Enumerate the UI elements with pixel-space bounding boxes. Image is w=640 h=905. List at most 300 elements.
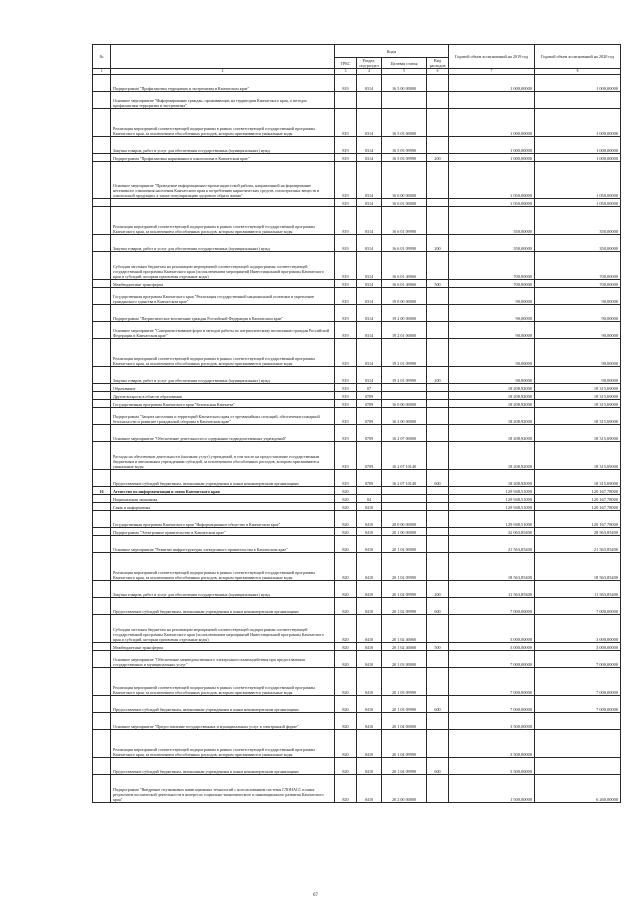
table-row [93, 400, 621, 408]
table-row [93, 392, 621, 400]
row-grbs: 819 [335, 305, 357, 322]
row-grbs: 819 [335, 288, 357, 305]
row-number [93, 581, 111, 598]
row-name: Национальная экономика [111, 495, 335, 503]
row-csr: 20 2 00 00000 [382, 775, 427, 803]
row-amount-2020: 90,00000 [535, 305, 621, 322]
row-csr: 16 2 07 10140 [382, 470, 427, 487]
row-number [93, 528, 111, 536]
row-razdel: 0410 [357, 615, 382, 643]
row-amount-2019: 3 500,00000 [449, 713, 535, 730]
table-row [93, 92, 621, 109]
table-row [93, 487, 621, 495]
row-grbs: 820 [335, 713, 357, 730]
row-csr: 16 6 01 09990 [382, 235, 427, 252]
row-name: Закупка товаров, работ и услуг для обеспечения государственных (муниципальных) нужд [111, 137, 335, 154]
row-amount-2020: 18 563,85400 [535, 553, 621, 581]
row-amount-2020: 18 315,69000 [535, 408, 621, 425]
row-csr [382, 384, 427, 392]
row-razdel: 0709 [357, 442, 382, 470]
row-csr: 20 1 02 09990 [382, 553, 427, 581]
row-grbs: 820 [335, 758, 357, 775]
row-razdel: 0709 [357, 470, 382, 487]
row-vr [427, 730, 449, 758]
row-number [93, 252, 111, 280]
table-row [93, 442, 621, 470]
table-row [93, 470, 621, 487]
row-vr [427, 495, 449, 503]
table-row [93, 109, 621, 137]
row-csr: 20 1 02 40060 [382, 615, 427, 643]
row-razdel: 0709 [357, 425, 382, 442]
row-razdel: 0709 [357, 400, 382, 408]
row-vr [427, 503, 449, 511]
row-razdel: 0314 [357, 154, 382, 162]
row-amount-2019: 18 208,92000 [449, 384, 535, 392]
row-name: Межбюджетные трансферты [111, 280, 335, 288]
row-razdel: 0410 [357, 730, 382, 758]
row-razdel [357, 92, 382, 109]
row-razdel: 0410 [357, 598, 382, 615]
row-grbs: 819 [335, 199, 357, 207]
row-grbs: 819 [335, 154, 357, 162]
row-vr [427, 553, 449, 581]
row-csr: 16 6 00 00000 [382, 162, 427, 199]
row-vr: 500 [427, 280, 449, 288]
row-amount-2019 [449, 92, 535, 109]
row-amount-2019: 90,00000 [449, 339, 535, 367]
row-amount-2019: 350,00000 [449, 207, 535, 235]
row-amount-2019: 1 000,00000 [449, 137, 535, 154]
row-csr: 19 2 01 09990 [382, 339, 427, 367]
row-amount-2019: 7 000,00000 [449, 651, 535, 668]
row-grbs: 820 [335, 668, 357, 696]
row-grbs: 819 [335, 367, 357, 384]
column-number: 2 [111, 69, 335, 75]
row-vr [427, 339, 449, 367]
table-row [93, 288, 621, 305]
table-row [93, 280, 621, 288]
row-amount-2019: 700,00000 [449, 280, 535, 288]
row-vr [427, 615, 449, 643]
row-grbs: 819 [335, 408, 357, 425]
row-csr: 20 1 02 09990 [382, 598, 427, 615]
row-razdel: 0410 [357, 536, 382, 553]
row-amount-2019: 129 948,51000 [449, 503, 535, 511]
row-grbs: 820 [335, 495, 357, 503]
row-number [93, 696, 111, 713]
row-amount-2019: 18 563,85400 [449, 553, 535, 581]
row-vr [427, 511, 449, 528]
row-razdel: 0410 [357, 503, 382, 511]
row-amount-2019: 18 208,92000 [449, 392, 535, 400]
col-grbs-header: ГРБС [335, 58, 357, 69]
col-2020-header: Годовой объем ассигнований на 2020 год [535, 45, 621, 69]
row-amount-2020: 3 000,00000 [535, 643, 621, 651]
row-amount-2020: 1 000,00000 [535, 75, 621, 92]
row-razdel: 0314 [357, 280, 382, 288]
row-name: Реализация мероприятий соответствующей подпрограммы в рамках соответствующей государственной программы Камчатского края, за исключением обособленных расходов, которым присваиваются уникальные коды [111, 207, 335, 235]
row-amount-2020: 700,00000 [535, 252, 621, 280]
row-csr: 20 1 04 00000 [382, 713, 427, 730]
col-name-header [111, 45, 335, 69]
row-amount-2019: 1 050,00000 [449, 162, 535, 199]
row-name: Подпрограмма "Внедрение спутниковых навигационных технологий с использованием системы ГЛОНАСС и иных результатов космической деятельности в интересах социально-экономического и инновационного развития Камчатского края" [111, 775, 335, 803]
row-number [93, 339, 111, 367]
row-amount-2019: 18 208,92000 [449, 400, 535, 408]
table-row [93, 511, 621, 528]
row-csr: 16 6 01 40060 [382, 280, 427, 288]
row-razdel: 0314 [357, 162, 382, 199]
row-grbs: 819 [335, 392, 357, 400]
column-number: 5 [382, 69, 427, 75]
row-csr: 16 5 00 00000 [382, 75, 427, 92]
table-row [93, 775, 621, 803]
row-csr: 20 1 03 09990 [382, 668, 427, 696]
row-grbs: 819 [335, 162, 357, 199]
row-number [93, 92, 111, 109]
row-vr [427, 207, 449, 235]
row-grbs: 820 [335, 651, 357, 668]
row-name: Связь и информатика [111, 503, 335, 511]
row-vr [427, 384, 449, 392]
row-amount-2019: 90,00000 [449, 322, 535, 339]
row-name: Подпрограмма "Патриотическое воспитание граждан Российской Федерации в Камчатском крае" [111, 305, 335, 322]
table-row [93, 154, 621, 162]
row-vr: 500 [427, 643, 449, 651]
row-amount-2020: 90,00000 [535, 339, 621, 367]
row-name: Предоставление субсидий бюджетным, автономным учреждениям и иным некоммерческим организациям [111, 758, 335, 775]
row-amount-2020: 18 315,69000 [535, 384, 621, 392]
row-csr: 19 2 01 00000 [382, 322, 427, 339]
row-vr [427, 252, 449, 280]
row-number [93, 137, 111, 154]
row-amount-2019: 7 000,00000 [449, 598, 535, 615]
table-row [93, 758, 621, 775]
row-grbs: 819 [335, 425, 357, 442]
row-grbs [335, 92, 357, 109]
row-amount-2019: 3 500,00000 [449, 758, 535, 775]
row-amount-2020: 90,00000 [535, 367, 621, 384]
table-row [93, 322, 621, 339]
row-amount-2020: 18 315,69000 [535, 442, 621, 470]
table-row [93, 668, 621, 696]
column-number: 6 [427, 69, 449, 75]
col-csr-header: Целевая статья [382, 58, 427, 69]
row-amount-2020: 120 167,78000 [535, 495, 621, 503]
row-csr [382, 503, 427, 511]
row-name: Подпрограмма "Профилактика терроризма и экстремизма в Камчатском крае" [111, 75, 335, 92]
budget-table-page [92, 44, 620, 803]
table-row [93, 643, 621, 651]
row-number [93, 615, 111, 643]
row-grbs: 819 [335, 207, 357, 235]
row-number [93, 207, 111, 235]
row-name: Межбюджетные трансферты [111, 643, 335, 651]
row-number [93, 470, 111, 487]
row-vr [427, 668, 449, 696]
column-number: 3 [335, 69, 357, 75]
row-grbs: 819 [335, 252, 357, 280]
table-row [93, 408, 621, 425]
row-csr [382, 92, 427, 109]
row-number [93, 162, 111, 199]
row-vr [427, 713, 449, 730]
table-row [93, 503, 621, 511]
row-name: Государственная программа Камчатского края "Информационное общество в Камчатском крае" [111, 511, 335, 528]
row-grbs: 820 [335, 643, 357, 651]
row-name: Реализация мероприятий соответствующей подпрограммы в рамках соответствующей государственной программы Камчатского края, за исключением обособленных расходов, которым присваиваются уникальные коды [111, 668, 335, 696]
row-name: Основное мероприятие "Проведение информационно-пропагандистской работы, направленной на формирование негативного отношения населения Камчатского края к потреблению наркотических средств, психотропных веществ и алкогольной продукции, а также популяризацию здорового образа жизни" [111, 162, 335, 199]
row-name: Реализация мероприятий соответствующей подпрограммы в рамках соответствующей государственной программы Камчатского края, за исключением обособленных расходов, которым присваиваются уникальные коды [111, 339, 335, 367]
row-amount-2020: 18 315,69000 [535, 400, 621, 408]
row-grbs: 820 [335, 598, 357, 615]
row-name: Подпрограмма "Электронное правительство в Камчатском крае" [111, 528, 335, 536]
row-razdel: 0410 [357, 511, 382, 528]
row-amount-2019: 18 208,92000 [449, 470, 535, 487]
row-razdel: 0314 [357, 288, 382, 305]
row-number [93, 643, 111, 651]
row-number [93, 442, 111, 470]
row-amount-2019: 7 000,00000 [449, 696, 535, 713]
row-vr [427, 322, 449, 339]
row-csr: 20 1 04 09990 [382, 730, 427, 758]
codes-header: Коды [335, 45, 449, 58]
row-name: Основное мероприятие "Совершенствование форм и методов работы по патриотическому воспитанию граждан Российской Федерации в Камчатском крае" [111, 322, 335, 339]
row-number [93, 305, 111, 322]
row-razdel: 0410 [357, 528, 382, 536]
row-razdel: 0410 [357, 643, 382, 651]
row-vr [427, 775, 449, 803]
row-name: Государственная программа Камчатского края "Безопасная Камчатка" [111, 400, 335, 408]
row-amount-2019: 18 208,92000 [449, 425, 535, 442]
row-amount-2020: 1 000,00000 [535, 137, 621, 154]
row-name: Агентство по информатизации и связи Камчатского края [111, 487, 335, 495]
table-row [93, 162, 621, 199]
col-vr-header: Вид расходов [427, 58, 449, 69]
row-number [93, 503, 111, 511]
table-row [93, 495, 621, 503]
row-number: 16 [93, 487, 111, 495]
table-row [93, 199, 621, 207]
row-amount-2019: 350,00000 [449, 235, 535, 252]
row-name: Субсидии местным бюджетам на реализацию мероприятий соответствующей подпрограммы соответствующей государственной программы Камчатского края (за исключением мероприятий Инвестиционной программы Камчатского края и субсидий, которым присвоены отдельные коды) [111, 615, 335, 643]
row-number [93, 154, 111, 162]
row-amount-2019: 18 208,92000 [449, 442, 535, 470]
row-amount-2020: 700,00000 [535, 280, 621, 288]
row-amount-2020: 90,00000 [535, 288, 621, 305]
row-amount-2019: 1 050,00000 [449, 199, 535, 207]
column-number: 7 [449, 69, 535, 75]
row-vr [427, 305, 449, 322]
row-razdel: 0314 [357, 339, 382, 367]
row-csr: 16 6 01 09990 [382, 207, 427, 235]
row-razdel: 0410 [357, 696, 382, 713]
row-amount-2020: 1 000,00000 [535, 109, 621, 137]
table-row [93, 696, 621, 713]
row-name: Предоставление субсидий бюджетным, автономным учреждениям и иным некоммерческим организациям [111, 696, 335, 713]
row-amount-2019: 32 063,85400 [449, 528, 535, 536]
row-amount-2019: 3 500,00000 [449, 730, 535, 758]
row-vr [427, 288, 449, 305]
row-csr: 16 0 00 00000 [382, 400, 427, 408]
row-amount-2019: 129 948,51000 [449, 487, 535, 495]
row-razdel: 0410 [357, 553, 382, 581]
row-amount-2020: 18 315,69000 [535, 425, 621, 442]
table-row [93, 425, 621, 442]
row-number [93, 425, 111, 442]
row-amount-2020: 7 000,00000 [535, 668, 621, 696]
row-number [93, 384, 111, 392]
row-name: Реализация мероприятий соответствующей подпрограммы в рамках соответствующей государственной программы Камчатского края, за исключением обособленных расходов, которым присваиваются уникальные коды [111, 109, 335, 137]
row-number [93, 75, 111, 92]
row-amount-2019: 3 000,00000 [449, 643, 535, 651]
row-amount-2020: 350,00000 [535, 235, 621, 252]
row-name: Предоставление субсидий бюджетным, автономным учреждениям и иным некоммерческим организациям [111, 470, 335, 487]
row-csr: 20 1 02 40060 [382, 643, 427, 651]
row-csr [382, 495, 427, 503]
row-vr [427, 651, 449, 668]
row-vr [427, 392, 449, 400]
row-csr: 16 5 03 00000 [382, 109, 427, 137]
row-amount-2019: 21 563,85400 [449, 536, 535, 553]
row-name: Подпрограмма "Защита населения и территорий Камчатского края от чрезвычайных ситуаций, обеспечение пожарной безопасности и развитие гражданской обороны в Камчатском крае" [111, 408, 335, 425]
row-csr: 16 2 07 00000 [382, 425, 427, 442]
row-amount-2020: 350,00000 [535, 207, 621, 235]
row-amount-2020: 6 260,00000 [535, 775, 621, 803]
table-row [93, 252, 621, 280]
row-csr: 19 0 00 00000 [382, 288, 427, 305]
row-number [93, 199, 111, 207]
row-amount-2020: 1 050,00000 [535, 162, 621, 199]
row-name: Реализация мероприятий соответствующей подпрограммы в рамках соответствующей государственной программы Камчатского края, за исключением обособленных расходов, которым присваиваются уникальные коды [111, 553, 335, 581]
row-vr [427, 487, 449, 495]
row-vr [427, 75, 449, 92]
row-razdel: 0709 [357, 392, 382, 400]
row-number [93, 713, 111, 730]
row-amount-2020: 120 167,78000 [535, 487, 621, 495]
row-amount-2020 [535, 92, 621, 109]
row-number [93, 511, 111, 528]
row-amount-2019: 1 500,00000 [449, 775, 535, 803]
budget-table [92, 44, 621, 803]
row-amount-2019: 90,00000 [449, 305, 535, 322]
row-razdel: 0314 [357, 252, 382, 280]
row-number [93, 598, 111, 615]
row-grbs: 820 [335, 581, 357, 598]
row-razdel [357, 487, 382, 495]
row-razdel: 0314 [357, 322, 382, 339]
row-amount-2019: 1 000,00000 [449, 109, 535, 137]
row-grbs: 820 [335, 615, 357, 643]
row-csr: 20 0 00 00000 [382, 511, 427, 528]
row-amount-2019: 1 000,00000 [449, 154, 535, 162]
row-name: Другие вопросы в области образования [111, 392, 335, 400]
row-number [93, 288, 111, 305]
row-name: Основное мероприятие "Предоставление государственных и муниципальных услуг в электронной форме" [111, 713, 335, 730]
row-name: Основное мероприятие "Обеспечение деятельности и содержание подведомственных учреждений" [111, 425, 335, 442]
row-csr [382, 392, 427, 400]
row-vr [427, 400, 449, 408]
row-vr [427, 109, 449, 137]
row-amount-2020: 1 050,00000 [535, 199, 621, 207]
row-grbs: 819 [335, 400, 357, 408]
table-row [93, 528, 621, 536]
row-number [93, 322, 111, 339]
row-csr: 20 1 04 09990 [382, 758, 427, 775]
row-vr [427, 442, 449, 470]
row-csr: 20 1 02 00000 [382, 536, 427, 553]
row-csr: 16 6 01 00000 [382, 199, 427, 207]
row-grbs: 820 [335, 487, 357, 495]
row-csr: 20 1 03 09990 [382, 696, 427, 713]
row-number [93, 775, 111, 803]
row-amount-2020: 11 563,85400 [535, 581, 621, 598]
row-vr: 600 [427, 598, 449, 615]
row-name: Закупка товаров, работ и услуг для обеспечения государственных (муниципальных) нужд [111, 367, 335, 384]
row-grbs: 820 [335, 775, 357, 803]
row-vr: 600 [427, 758, 449, 775]
row-grbs: 819 [335, 235, 357, 252]
row-grbs: 819 [335, 470, 357, 487]
row-vr [427, 536, 449, 553]
row-amount-2019: 11 563,85400 [449, 581, 535, 598]
row-vr [427, 199, 449, 207]
row-razdel: 0410 [357, 775, 382, 803]
row-amount-2019: 3 000,00000 [449, 615, 535, 643]
row-amount-2019: 7 000,00000 [449, 668, 535, 696]
row-razdel: 0314 [357, 199, 382, 207]
row-name: Основное мероприятие "Информирование граждан, проживающих на территории Камчатского края, о методах профилактики терроризма и экстремизма" [111, 92, 335, 109]
row-number [93, 651, 111, 668]
col-2019-header: Годовой объем ассигнований на 2019 год [449, 45, 535, 69]
row-vr: 200 [427, 235, 449, 252]
row-razdel: 07 [357, 384, 382, 392]
row-name [111, 199, 335, 207]
row-csr: 20 1 03 00000 [382, 651, 427, 668]
row-amount-2019: 1 000,00000 [449, 75, 535, 92]
row-csr: 19 2 01 09990 [382, 367, 427, 384]
row-amount-2020: 7 000,00000 [535, 651, 621, 668]
row-name: Закупка товаров, работ и услуг для обеспечения государственных (муниципальных) нужд [111, 581, 335, 598]
row-razdel: 0314 [357, 367, 382, 384]
row-number [93, 280, 111, 288]
row-name: Образование [111, 384, 335, 392]
row-vr: 200 [427, 154, 449, 162]
row-name: Расходы на обеспечение деятельности (оказание услуг) учреждений, в том числе на предоставление государственным бюджетным и автономным учреждениям субсидий, за исключением обособленных расходов, которым присваиваются уникальные коды [111, 442, 335, 470]
row-number [93, 495, 111, 503]
table-row [93, 615, 621, 643]
row-number [93, 400, 111, 408]
row-razdel: 0410 [357, 758, 382, 775]
row-vr: 200 [427, 367, 449, 384]
table-row [93, 536, 621, 553]
row-grbs: 819 [335, 339, 357, 367]
row-csr: 16 5 03 09990 [382, 137, 427, 154]
row-grbs: 819 [335, 322, 357, 339]
row-csr: 16 2 07 10140 [382, 442, 427, 470]
table-row [93, 367, 621, 384]
row-amount-2020 [535, 758, 621, 775]
row-vr: 600 [427, 696, 449, 713]
table-row [93, 305, 621, 322]
row-razdel: 0410 [357, 581, 382, 598]
row-number [93, 758, 111, 775]
row-number [93, 408, 111, 425]
row-amount-2019: 90,00000 [449, 367, 535, 384]
row-razdel: 0314 [357, 207, 382, 235]
table-row [93, 651, 621, 668]
